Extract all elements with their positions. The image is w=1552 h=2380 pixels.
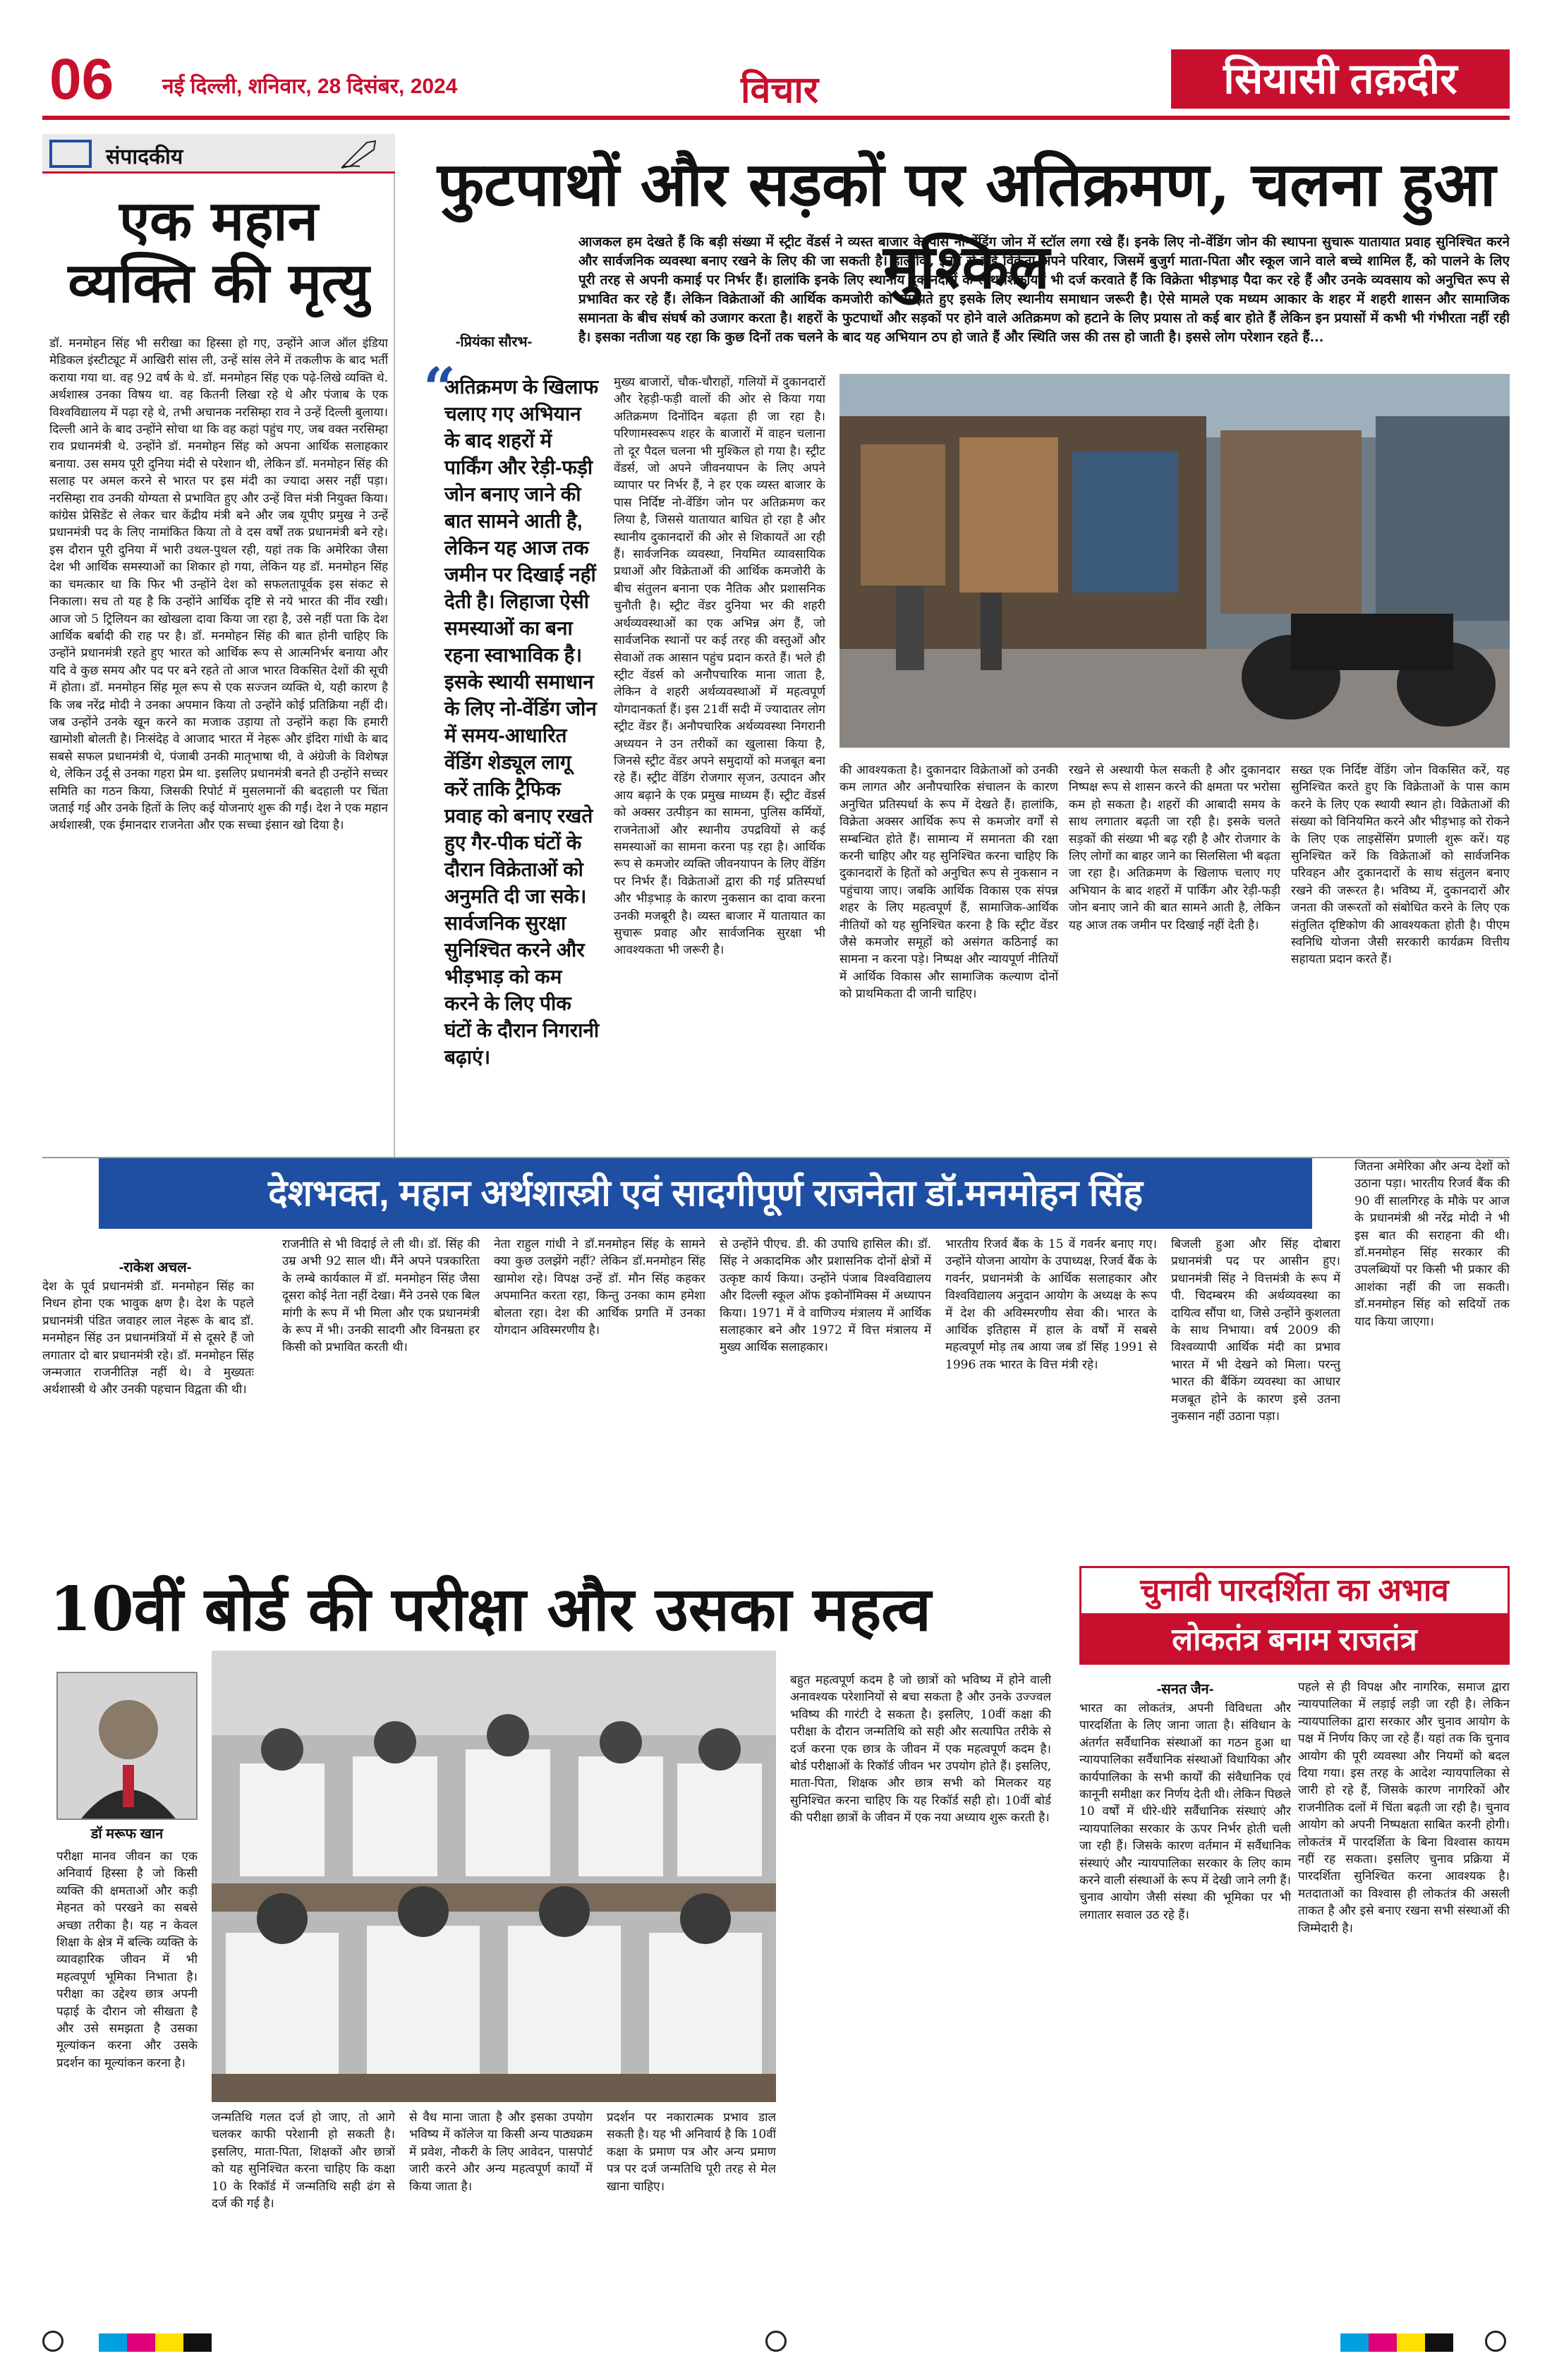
- transparency-headline: चुनावी पारदर्शिता का अभाव: [1079, 1566, 1510, 1615]
- date-line: नई दिल्ली, शनिवार, 28 दिसंबर, 2024: [162, 75, 458, 98]
- yellow-swatch: [1397, 2333, 1425, 2352]
- quill-pen-icon: [339, 138, 381, 169]
- lead-column-4: सख्त एक निर्दिष्ट वेंडिंग जोन विकसित करें, यह सुनिश्चित करते हुए कि विक्रेताओं के पास काम करने के लिए एक स्थायी स्थान हो। विक्रेताओं की संख्या को विनियमित करने और भीड़भाड़ को रोकने के लिए एक लाइसेंसिंग प्रणाली शुरू करें। यह सुनिश्चित करें कि विक्रेताओं को सार्वजनिक परिवहन और दुकानदारों के साथ संतुलन बनाए रखने की जरूरत है। भविष्य में, दुकानदारों और जनता की जरूरतों को संबोधित करने के लिए एक संतुलित दृष्टिकोण की आवश्यकता होती है। पीएम स्वनिधि योजना जैसी सरकारी कार्यक्रम वित्तीय सहायता प्रदान करते हैं।: [1291, 763, 1510, 967]
- author-photo: [56, 1672, 198, 1820]
- magenta-swatch: [127, 2333, 155, 2352]
- exam-headline: 10वीं बोर्ड की परीक्षा और उसका महत्व: [49, 1574, 931, 1645]
- transparency-article: [1079, 1566, 1510, 2314]
- black-swatch: [183, 2333, 212, 2352]
- author-portrait-icon: [58, 1673, 198, 1820]
- editorial-body: डॉ. मनमोहन सिंह भी सरीखा का हिस्सा हो गए, उन्होंने आज ऑल इंडिया मेडिकल इंस्टीट्यूट में आखिरी सांस ली, उन्हें सांस लेने में तकलीफ के बाद भर्ती कराया गया था. वह 92 वर्ष के थे. डॉ. मनमोहन सिंह एक पढ़े-लिखे व्यक्ति थे. अर्थशास्त्र उनका विषय था. वह कितनी लिखा रहे थे और पंजाब के एक विश्वविद्यालय में पढ़ा रहे थे, तभी अचानक नरसिम्हा राव ने उन्हें दिल्ली बुलाया। दिल्ली आने के बाद उन्होंने सोचा था कि वह कहां पहुंच गए, जब वक्त नरसिम्हा राव प्रधानमंत्री थे. उन्होंने डॉ. मनमोहन सिंह को अपना आर्थिक सलाहकार बनाया. उस समय पूरी दुनिया मंदी से परेशान थी, लेकिन डॉ. मनमोहन सिंह की सलाह पर अमल करने से भारत पर इस मंदी का ज्यादा असर नहीं पड़ा। नरसिम्हा राव उनकी योग्यता से प्रभावित हुए और उन्हें वित्त मंत्री नियुक्त किया। कांग्रेस प्रेसिडेंट से लेकर चार केंद्रीय मंत्री बने और जब यूपीए प्रमुख ने उन्हें प्रधानमंत्री पद के लिए नामांकित किया तो वे दस वर्षों तक प्रधानमंत्री बने रहे। इस दौरान पूरी दुनिया में भारी उथल-पुथल रही, यहां तक कि अमेरिका जैसा देश भी आर्थिक समस्याओं का शिकार हो गया, लेकिन यह डॉ. मनमोहन सिंह का चमत्कार था कि फिर भी उन्होंने देश को सफलतापूर्वक इस संकट से निकाला। सच तो यह है कि उन्होंने आर्थिक दृष्टि से नये भारत की नींव रखी। आज जो 5 ट्रिलियन का खोखला दावा किया जा रहा है, उसे नहीं पता कि देश आर्थिक बर्बादी की राह पर है। डॉ. मनमोहन सिंह की बात होनी चाहिए कि उन्होंने प्रधानमंत्री रहते हुए भारत को आर्थिक रूप से आत्मनिर्भर बनाया और यदि वे कुछ समय और पद पर बने रहते तो आज भारत विकसित देशों की सूची में होता। डॉ. मनमोहन सिंह मूल रूप से एक सज्जन व्यक्ति थे, यही कारण है कि जब नरेंद्र मोदी ने उनका अपमान किया तो उन्होंने कोई प्रतिक्रिया नहीं दी। जब उन्होंने उनके खून करने का मजाक उड़ाया तो उन्होंने कहा कि हमारी खामोशी बोलती है। निःसंदेह वे आजाद भारत में नेहरू और इंदिरा गांधी के बाद सबसे सफल प्रधानमंत्री थे, पंजाबी उनकी मातृभाषा थी, वे अंग्रेजी के विशेषज्ञ थे, लेकिन उर्दू से उनका गहरा प्रेम था. इसलिए प्रधानमंत्री बनते ही उन्होंने सच्चर समिति का गठन किया, जिसकी रिपोर्ट में मुसलमानों की बदहाली पर चिंता जताई गई और उनके हितों के लिए कई योजनाएं शुरू की गईं। देश ने एक महान अर्थशास्त्री, एक ईमानदार राजनेता और एक सच्चा इंसान खो दिया है।: [49, 336, 388, 833]
- brand-banner: सियासी तक़दीर: [1171, 49, 1510, 109]
- editorial-label: संपादकीय: [106, 145, 183, 169]
- manmohan-article: [42, 1157, 1510, 1552]
- manmohan-column-4: से उन्होंने पीएच. डी. की उपाधि हासिल की। डॉ. सिंह ने अकादमिक और प्रशासनिक दोनों क्षेत्रों में उत्कृष्ट कार्य किया। उन्होंने पंजाब विश्वविद्यालय और दिल्ली स्कूल ऑफ इकोनॉमिक्स में अध्यापन किया। 1971 में वे वाणिज्य मंत्रालय में आर्थिक सलाहकार बने और 1972 में वित्त मंत्रालय में मुख्य आर्थिक सलाहकार।: [720, 1237, 931, 1355]
- manmohan-column-1: देश के पूर्व प्रधानमंत्री डॉ. मनमोहन सिंह का निधन होना एक भावुक क्षण है। देश के पहले प्रधानमंत्री पंडित जवाहर लाल नेहरू के बाद डॉ. मनमोहन सिंह उन प्रधानमंत्रियों में से दूसरे हैं जो लगातार दो बार प्रधानमंत्री रहे। डॉ. मनमोहन सिंह जन्मजात राजनीतिज्ञ नहीं थे। वे मुख्यतः अर्थशास्त्री थे और उनकी पहचान विद्वता की थी।: [42, 1280, 254, 1397]
- manmohan-column-7: जितना अमेरिका और अन्य देशों को उठाना पड़ा। भारतीय रिजर्व बैंक की 90 वीं सालगिरह के मौके पर आज के प्रधानमंत्री श्री नरेंद्र मोदी ने भी इस बात की सराहना की थी। डॉ.मनमोहन सिंह सरकार की उपलब्धियों पर किसी भी प्रकार की आशंका नहीं की जा सकती। डॉ.मनमोहन सिंह को सदियों तक याद किया जाएगा।: [1354, 1160, 1510, 1329]
- registration-mark-icon: [765, 2331, 787, 2352]
- manmohan-column-6: बिजली हुआ और सिंह दोबारा प्रधानमंत्री पद पर आसीन हुए। प्रधानमंत्री सिंह ने वित्तमंत्री के रूप में पी. चिदम्बरम की अर्थव्यवस्था का दायित्व सौंपा था, जिसे उन्होंने कुशलता के साथ निभाया। वर्ष 2009 की विश्वव्यापी आर्थिक मंदी का प्रभाव भारत में भी देखने को मिला। परन्तु भारत की बैंकिंग व्यवस्था का आधार मजबूत होने के कारण इसे उतना नुकसान नहीं उठाना पड़ा।: [1171, 1237, 1340, 1424]
- magenta-swatch: [1369, 2333, 1397, 2352]
- transparency-subheadline: लोकतंत्र बनाम राजतंत्र: [1079, 1615, 1510, 1665]
- lead-column-2: की आवश्यकता है। दुकानदार विक्रेताओं को उनकी कम लागत और अनौपचारिक संचालन के कारण अनुचित प्रतिस्पर्धा के रूप में देखते हैं। हालांकि, विक्रेता अक्सर आर्थिक रूप से कमजोर वर्गों से सम्बन्धित होते हैं। सामान्य में समानता की रक्षा करनी चाहिए और यह सुनिश्चित करना चाहिए कि दुकानदारों के हितों को अनुचित रूप से नुकसान न पहुंचाया जाए। जबकि आर्थिक विकास एक संपन्न शहर के लिए महत्वपूर्ण हैं, सामाजिक-आर्थिक नीतियों को यह सुनिश्चित करना है कि स्ट्रीट वेंडर जैसे कमजोर समूहों को असंगत कठिनाई का सामना न करना पड़े। निष्पक्ष और न्यायपूर्ण नीतियों में आर्थिक विकास और सामाजिक कल्याण दोनों को प्राथमिकता दी जानी चाहिए।: [839, 763, 1058, 1002]
- registration-mark-icon: [42, 2331, 63, 2352]
- exam-column-5: बहुत महत्वपूर्ण कदम है जो छात्रों को भविष्य में होने वाली अनावश्यक परेशानियों से बचा सकता है और उनके उज्ज्वल भविष्य की गारंटी दे सकता है। इसलिए, 10वीं कक्षा की परीक्षा के दौरान जन्मतिथि को सही और सत्यापित तरीके से दर्ज करना एक छात्र के जीवन में एक महत्वपूर्ण कदम है। बोर्ड परीक्षाओं के रिकॉर्ड जीवन भर उपयोग होते हैं। इसलिए, माता-पिता, शिक्षक और छात्र सभी को मिलकर यह सुनिश्चित करना चाहिए कि यह रिकॉर्ड सही हो। 10वीं बोर्ड की परीक्षा छात्रों के जीवन में एक नया अध्याय शुरू करती है।: [790, 1673, 1051, 1826]
- transparency-column-2: पहले से ही विपक्ष और नागरिक, समाज द्वारा न्यायपालिका में लड़ाई लड़ी जा रही है। लेकिन न्यायपालिका द्वारा सरकार और चुनाव आयोग के पक्ष में निर्णय किए जा रहे हैं। यहां तक कि चुनाव आयोग की पूरी व्यवस्था और नियमों को बदल दिया गया। इस तरह के आदेश न्यायपालिका से जारी हो रहे हैं, जिसके कारण नागरिकों और राजनीतिक दलों में चिंता बढ़ती जा रही है। चुनाव आयोग को अपनी निष्पक्षता साबित करनी होगी। लोकतंत्र में पारदर्शिता के बिना विश्वास कायम नहीं रह सकता। इसलिए चुनाव प्रक्रिया में पारदर्शिता सुनिश्चित करना आवश्यक है। मतदाताओं का विश्वास ही लोकतंत्र की असली ताकत है और इसे बनाए रखना सभी संस्थाओं की जिम्मेदारी है।: [1298, 1680, 1510, 1936]
- market-street-photo: [839, 374, 1510, 748]
- lead-headline: फुटपाथों और सड़कों पर अतिक्रमण, चलना हुआ मुश्किल: [437, 149, 1496, 303]
- exam-author-name: डॉ मरूफ खान: [90, 1826, 164, 1842]
- manmohan-column-3: नेता राहुल गांधी ने डॉ.मनमोहन सिंह के सामने क्या कुछ उलझेंगे नहीं? लेकिन डॉ.मनमोहन सिंह खामोश रहे। विपक्ष उन्हें डॉ. मौन सिंह कहकर अपमानित करता रहा, किन्तु उनका काम हमेशा बोलता रहा। देश की आर्थिक प्रगति में उनका योगदान अविस्मरणीय है।: [494, 1237, 705, 1338]
- cyan-swatch: [1340, 2333, 1369, 2352]
- exam-column-4: प्रदर्शन पर नकारात्मक प्रभाव डाल सकती है। यह भी अनिवार्य है कि 10वीं कक्षा के प्रमाण पत्र और अन्य प्रमाण पत्र पर दर्ज जन्मतिथि पूरी तरह से मेल खाना चाहिए।: [607, 2111, 776, 2194]
- manmohan-column-2: राजनीति से भी विदाई ले ली थी। डॉ. सिंह की उम्र अभी 92 साल थी। मैंने अपने पत्रकारिता के लम्बे कार्यकाल में डॉ. मनमोहन सिंह जैसा दूसरा कोई नेता नहीं देखा। मैंने उनसे एक बिल मांगी के रूप में भी मिला और एक प्रधानमंत्री के रूप में भी। उनकी सादगी और विनम्रता हर किसी को प्रभावित करती थी।: [282, 1237, 480, 1355]
- pull-quote: [423, 355, 600, 1068]
- exam-column-1: परीक्षा मानव जीवन का एक अनिवार्य हिस्सा है जो किसी व्यक्ति की क्षमताओं और कड़ी मेहनत को परखने का सबसे अच्छा तरीका है। यह न केवल शिक्षा के क्षेत्र में बल्कि व्यक्ति के व्यावहारिक जीवन में भी महत्वपूर्ण भूमिका निभाता है। परीक्षा का उद्देश्य छात्र अपनी पढ़ाई के दौरान जो सीखता है और उसे समझता है उसका मूल्यांकन करना और उसके प्रदर्शन का मूल्यांकन करना है।: [56, 1850, 198, 2070]
- exam-hall-photo: [212, 1651, 776, 2102]
- section-title: विचार: [741, 70, 819, 111]
- print-registration-bar: [42, 2328, 1510, 2356]
- editorial-headline: एक महान व्यक्ति की मृत्यु: [68, 189, 370, 315]
- editorial-label-bar: [42, 134, 395, 174]
- lead-column-1: मुख्य बाजारों, चौक-चौराहों, गलियों में दुकानदारों और रेहड़ी-फड़ी वालों की ओर से किया गया अतिक्रमण दिनोंदिन बढ़ता ही जा रहा है। परिणामस्वरूप शहर के बाजारों में वाहन चलाना तो दूर पैदल चलना भी मुश्किल हो गया है। स्ट्रीट वेंडर्स, जो अपने जीवनयापन के लिए अपने व्यापार पर निर्भर हैं, ने हर एक व्यस्त बाजार के पास निर्दिष्ट नो-वेंडिंग जोन पर अतिक्रमण कर लिया है, जिससे यातायात बाधित हो रहा है और स्थानीय दुकानदारों की ओर से शिकायतें आ रही हैं। सार्वजनिक व्यवस्था, नियमित व्यावसायिक प्रथाओं और विक्रेताओं की आर्थिक कमजोरी के बीच संतुलन बनाना एक नैतिक और प्रशासनिक चुनौती है। स्ट्रीट वेंडर दुनिया भर की शहरी अर्थव्यवस्थाओं का एक अभिन्न अंग हैं, जो सार्वजनिक स्थानों पर कई तरह की वस्तुओं और सेवाओं तक आसान पहुंच प्रदान करते हैं। भले ही स्ट्रीट वेंडर्स को अनौपचारिक माना जाता है, लेकिन वे शहरी अर्थव्यवस्थाओं में महत्वपूर्ण योगदानकर्ता हैं। इस 21वीं सदी में ज्यादातर लोग स्ट्रीट वेंडर हैं। अनौपचारिक अर्थव्यवस्था निगरानी अध्ययन ने उन तरीकों का खुलासा किया है, जिनसे स्ट्रीट वेंडर अपने समुदायों को मजबूत बना रहे हैं। स्ट्रीट वेंडिंग रोजगार सृजन, उत्पादन और आय बढ़ाने के एक प्रमुख माध्यम हैं। स्ट्रीट वेंडर्स को अक्सर उत्पीड़न का सामना, पुलिस कर्मियों, राजनेताओं और स्थानीय उपद्रवियों से कई समस्याओं का सामना करना पड़ रहा है। आर्थिक रूप से कमजोर व्यक्ति जीवनयापन के लिए वेंडिंग पर निर्भर हैं। विक्रेताओं द्वारा की गई प्रतिस्पर्धा और भीड़भाड़ के कारण नुकसान का दावा करना उनकी मजबूरी है। व्यस्त बाजार में यातायात का सुचारू प्रवाह और सार्वजनिक सुरक्षा भी आवश्यकता भी जरूरी है।: [614, 375, 825, 958]
- manmohan-byline: -राकेश अचल-: [119, 1260, 192, 1275]
- manmohan-headline: देशभक्त, महान अर्थशास्त्री एवं सादगीपूर्ण राजनेता डॉ.मनमोहन सिंह: [99, 1158, 1312, 1229]
- cyan-swatch: [99, 2333, 127, 2352]
- manmohan-column-5: भारतीय रिजर्व बैंक के 15 वें गवर्नर बनाए गए। उन्होंने योजना आयोग के उपाध्यक्ष, रिजर्व बैंक के गवर्नर, प्रधानमंत्री के आर्थिक सलाहकार और विश्वविद्यालय अनुदान आयोग के अध्यक्ष के रूप में देश की अविस्मरणीय सेवा की। भारत के आर्थिक इतिहास में हाल के वर्षों में सबसे महत्वपूर्ण मोड़ तब आया जब डॉ सिंह 1991 से 1996 तक भारत के वित्त मंत्री रहे।: [945, 1237, 1157, 1372]
- quote-mark-icon: “: [423, 355, 456, 421]
- exam-hall-illustration: [212, 1651, 776, 2102]
- page-number: 06: [49, 47, 114, 111]
- exam-article: [42, 1566, 1058, 2314]
- lead-column-3: रखने से अस्थायी फेल सकती है और दुकानदार निष्पक्ष रूप से शासन करने की क्षमता पर भरोसा कम हो सकता है। शहरों की आबादी समय के साथ लगातार बढ़ती जा रही है। इसके चलते सड़कों की संख्या भी बढ़ रही है और रोजगार के लिए लोगों का बाहर जाने का सिलसिला भी बढ़ता जा रहा है। अतिक्रमण के खिलाफ चलाए गए अभियान के बाद शहरों में पार्किंग और रेड़ी-फड़ी जोन बनाए जाने की बात सामने आती है, लेकिन यह आज तक जमीन पर दिखाई नहीं देती है।: [1069, 763, 1280, 933]
- lead-intro: आजकल हम देखते हैं कि बड़ी संख्या में स्ट्रीट वेंडर्स ने व्यस्त बाजार के पास नो-वेंडिंग जोन में स्टॉल लगा रखे हैं। इनके लिए नो-वेंडिंग जोन की स्थापना सुचारू यातायात प्रवाह सुनिश्चित करने और सार्वजनिक व्यवस्था बनाए रखने के लिए की जा सकती है। हालांकि, इनमें से कई विक्रेता अपने परिवार, जिसमें बुजुर्ग माता-पिता और स्कूल जाने वाले बच्चे शामिल हैं, को पालने के लिए पूरी तरह से अपनी कमाई पर निर्भर हैं। हालांकि इनके लिए स्थानीय दुकानदारों के साथ शिकायतें भी दर्ज करवाते हैं कि विक्रेता भीड़भाड़ पैदा कर रहे हैं और उनके व्यवसाय को अनुचित रूप से प्रभावित कर रहे हैं। लेकिन विक्रेताओं की आर्थिक कमजोरी को समझते हुए इसके लिए स्थानीय समाधान जरूरी है। ऐसे मामले एक मध्यम आकार के शहर में शहरी शासन और सामाजिक समानता के बीच संघर्ष को उजागर करता है। शहरों के फुटपाथों और सड़कों पर होने वाले अतिक्रमण को हटाने के लिए प्रयास तो कई बार होते हैं लेकिन इन प्रयासों में कभी भी गंभीरता नहीं रही है। इसका नतीजा यह रहा कि कुछ दिनों तक चलने के बाद यह अभियान ठप हो जाते हैं और स्थिति जस की तस हो जाती है। इससे लोग परेशान रहते हैं...: [578, 234, 1510, 345]
- yellow-swatch: [155, 2333, 183, 2352]
- black-swatch: [1425, 2333, 1453, 2352]
- editorial-column: [42, 134, 395, 1157]
- square-icon: [49, 140, 92, 168]
- transparency-column-1: भारत का लोकतंत्र, अपनी विविधता और पारदर्शिता के लिए जाना जाता है। संविधान के अंतर्गत सर्वैधानिक संस्थाओं का गठन हुआ था न्यायपालिका सर्वैधानिक संस्थाओं विधायिका और कार्यपालिका के सभी कार्यों की संवैधानिक एवं कानूनी समीक्षा कर निर्णय देती थी। लेकिन पिछले 10 वर्षों में धीरे-धीरे सर्वैधानिक संस्थाएं और न्यायपालिका सरकार के ऊपर निर्भर होती चली जा रही हैं। जिसके कारण वर्तमान में सर्वैधानिक संस्थाएं और न्यायपालिका सरकार के लिए काम करने वाली संस्थाओं के रूप में देखी जाने लगी हैं। चुनाव आयोग जैसी संस्था की भूमिका पर भी लगातार सवाल उठ रहे हैं।: [1079, 1701, 1291, 1922]
- exam-column-3: से वैध माना जाता है और इसका उपयोग भविष्य में कॉलेज या किसी अन्य पाठ्यक्रम में प्रवेश, नौकरी के लिए आवेदन, पासपोर्ट जारी करने और अन्य महत्वपूर्ण कार्यों में किया जाता है।: [409, 2111, 593, 2194]
- transparency-byline: -सनत जैन-: [1156, 1682, 1214, 1697]
- market-street-illustration: [839, 374, 1510, 748]
- masthead: [42, 42, 1510, 120]
- lead-byline: -प्रियंका सौरभ-: [455, 334, 533, 350]
- registration-mark-icon: [1485, 2331, 1506, 2352]
- exam-column-2: जन्मतिथि गलत दर्ज हो जाए, तो आगे चलकर काफी परेशानी हो सकती है। इसलिए, माता-पिता, शिक्षकों और छात्रों को यह सुनिश्चित करना चाहिए कि कक्षा 10 के रिकॉर्ड में जन्मतिथि सही ढंग से दर्ज की गई है।: [212, 2111, 395, 2211]
- pull-quote-text: अतिक्रमण के खिलाफ चलाए गए अभियान के बाद शहरों में पार्किंग और रेड़ी-फड़ी जोन बनाए जाने की बात सामने आती है, लेकिन यह आज तक जमीन पर दिखाई नहीं देती है। लिहाजा ऐसी समस्याओं का बना रहना स्वाभाविक है। इसके स्थायी समाधान के लिए नो-वेंडिंग जोन में समय-आधारित वेंडिंग शेड्यूल लागू करें ताकि ट्रैफिक प्रवाह को बनाए रखते हुए गैर-पीक घंटों के दौरान विक्रेताओं को अनुमति दी जा सके। सार्वजनिक सुरक्षा सुनिश्चित करने और भीड़भाड़ को कम करने के लिए पीक घंटों के दौरान निगरानी बढ़ाएं।: [444, 376, 600, 1068]
